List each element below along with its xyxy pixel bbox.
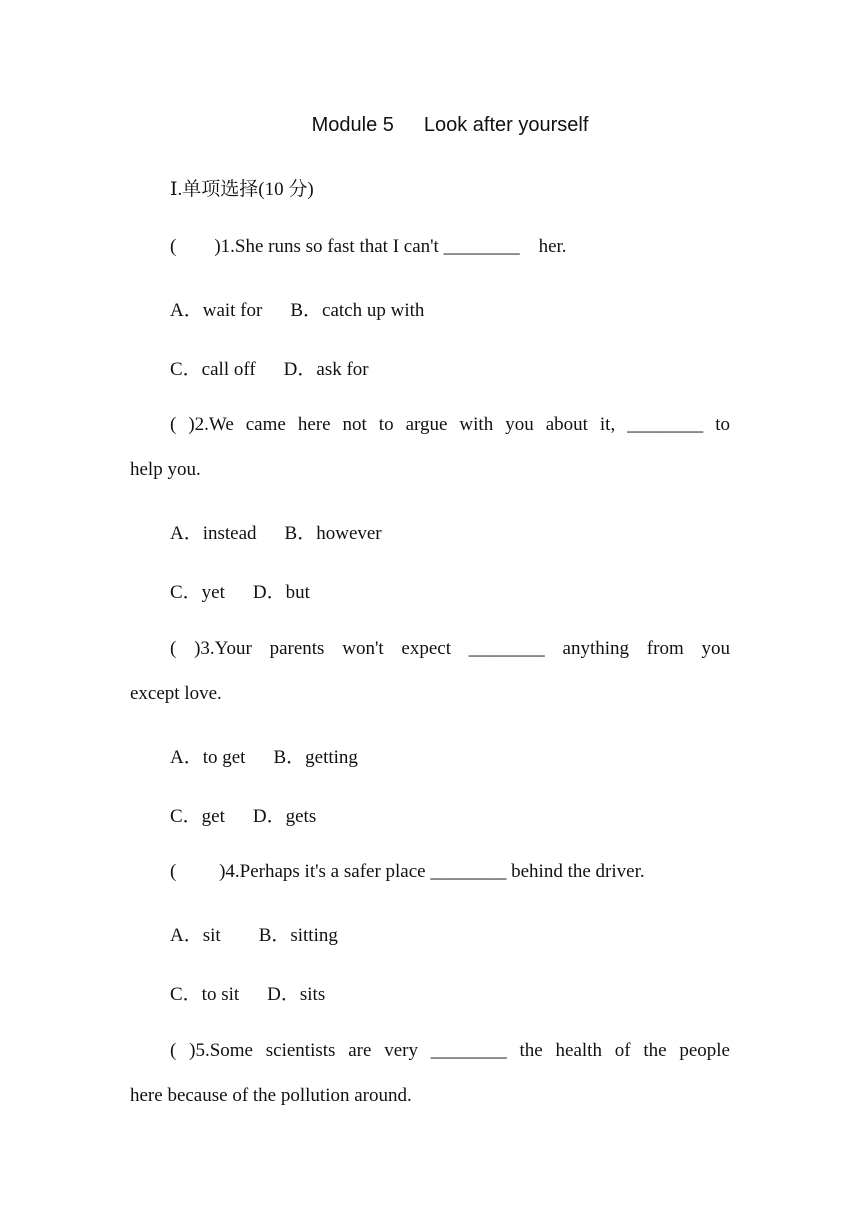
option-b: B．getting — [273, 747, 358, 768]
option-b: B．sitting — [258, 925, 338, 946]
module-name: Look after yourself — [423, 114, 589, 136]
option-c: C．call off — [170, 359, 256, 380]
option-d: D．but — [252, 582, 310, 603]
option-c: C．get — [170, 806, 225, 827]
section-heading: Ⅰ.单项选择(10 分) — [170, 179, 314, 200]
question-1-stem: ( )1.She runs so fast that I can't ________ her. — [170, 236, 567, 257]
question-4-stem: ( )4.Perhaps it's a safer place ________ behind the driver. — [170, 861, 645, 882]
question-3-stem: ( )3.Your parents won't expect ________ anything from you — [170, 638, 730, 659]
option-a: A．wait for — [170, 300, 263, 321]
question-5-stem-continued: here because of the pollution around. — [130, 1085, 412, 1106]
question-2-stem-continued: help you. — [130, 459, 201, 480]
question-1-options-ab — [170, 295, 424, 322]
option-a: A．sit — [170, 925, 221, 946]
option-c: C．yet — [170, 582, 225, 603]
question-1-options-cd — [170, 354, 369, 381]
question-3-options-cd — [170, 801, 316, 828]
option-d: D．gets — [252, 806, 317, 827]
question-2-stem: ( )2.We came here not to argue with you about it, ________ to — [170, 414, 730, 435]
module-number: Module 5 — [311, 114, 394, 136]
question-2-options-ab — [170, 518, 382, 545]
option-a: A．to get — [170, 747, 246, 768]
question-3-stem-continued: except love. — [130, 683, 222, 704]
option-b: B．however — [284, 523, 382, 544]
question-4-options-ab — [170, 920, 338, 947]
option-d: D．sits — [267, 984, 326, 1005]
question-3-options-ab — [170, 742, 358, 769]
option-a: A．instead — [170, 523, 257, 544]
page-title — [0, 114, 860, 137]
option-b: B．catch up with — [290, 300, 425, 321]
question-4-options-cd — [170, 979, 325, 1006]
option-d: D．ask for — [283, 359, 369, 380]
question-5-stem: ( )5.Some scientists are very ________ the health of the people — [170, 1040, 730, 1061]
question-2-options-cd — [170, 577, 310, 604]
option-c: C．to sit — [170, 984, 240, 1005]
